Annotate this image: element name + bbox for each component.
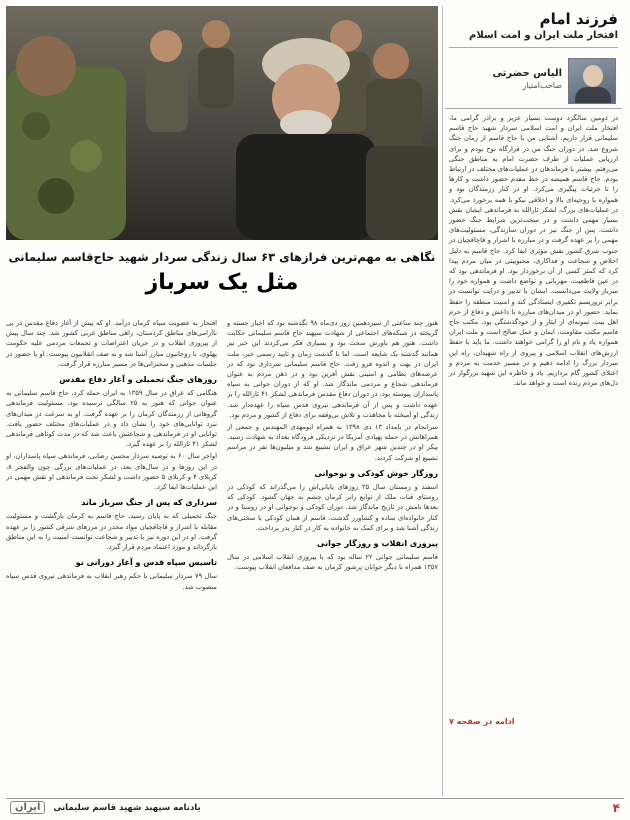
article-paragraph: سرانجام در بامداد ۱۳ دی ۱۳۹۸ به همراه ابومهدی المهندس و جمعی از همراهانش در حمله پهپادی آمریکا در نزدیکی فرودگاه بغداد به شهادت رسید. پیکر او در چندین شهر عراق و ایران تشییع شد و میلیون‌ها نفر در مراسم تشییع او شرکت کردند. (227, 423, 438, 462)
article-paragraph: سال ۷۹ سردار سلیمانی با حکم رهبر انقلاب به فرماندهی نیروی قدس سپاه منصوب شد. (6, 572, 217, 591)
author-box (445, 48, 622, 109)
soldiers-group-photo (6, 6, 438, 240)
footer-title: یادنامه سپهبد شهید قاسم سلیمانی (53, 802, 201, 813)
article-paragraph: هنوز چند ساعتی از سیزدهمین روز دی‌ماه ۹۸ نگذشته بود که اخبار جسته و گریخته در شبکه‌های اجتماعی از شهادت سپهبد حاج قاسم سلیمانی حکایت داشت. هنوز هم باورش سخت بود و بسیاری فکر می‌کردند این خبر نیز همانند گذشته یک شایعه است. اما با گذشت زمان و تایید رسمی خبر، ملت ایران در بهت و اندوه فرو رفت. حاج قاسم سلیمانی سرداری بود که در عرصه‌های نظامی و امنیتی نقش آفرین بود و در ذهن مردم به عنوان فرماندهی شجاع و مردمی ماندگار شد. او که از دوران جوانی به سپاه پاسداران پیوسته بود، در دوران دفاع مقدس فرماندهی لشکر ۴۱ ثارالله را بر عهده داشت و پس از آن فرماندهی نیروی قدس سپاه را عهده‌دار شد. زندگی او آمیخته با مجاهدت و تلاش بی‌وقفه برای دفاع از کشور و مردم بود. (227, 319, 438, 419)
article-paragraph: قاسم سلیمانی جوانی ۲۲ ساله بود که با پیروزی انقلاب اسلامی در سال ۱۳۵۷ همراه با دیگر جوانان پرشور کرمان به صف مدافعان انقلاب پیوست. (227, 553, 438, 572)
article-columns (6, 318, 438, 788)
article-paragraph: هنگامی که عراق در سال ۱۳۵۹ به ایران حمله کرد، حاج قاسم سلیمانی به عنوان جوانی که هنوز به ۲۵ سالگی نرسیده بود، مسئولیت فرماندهی گروهانی از رزمندگان کرمان را بر عهده گرفت. او به سرعت در میدان‌های نبرد توانایی‌های خود را نشان داد و در عملیات‌های مختلف حضور یافت. توانایی او در فرماندهی و شجاعتش باعث شد که در مدت کوتاهی فرماندهی لشکر ۴۱ ثارالله را بر عهده گیرد. (6, 389, 217, 449)
author-name: الیاس حضرتی (492, 68, 562, 79)
page-footer (6, 798, 624, 816)
article-paragraph: اواخر سال ۶۰ به توصیه سردار محسن رضایی، فرماندهی سپاه پاسداران، او در این روزها و در سال‌های بعد، در عملیات‌های بزرگی چون والفجر ۸، کربلای ۴ و کربلای ۵ حضور داشت و لشکر تحت فرماندهی او نقش مهمی در این عملیات‌ها ایفا کرد. (6, 452, 217, 492)
article-paragraph: افتخار به عضویت سپاه کرمان درآمد. او که پیش از آغاز دفاع مقدس در پی ناآرامی‌های مناطق کردستان، راهی مناطق غربی کشور شد. چند سال پیش از پیروزی انقلاب و در جریان اعتراضات و تجمعات مردمی علیه حکومت پهلوی، با روحانیون مبارز آشنا شد و به صف انقلابیون پیوست. او با حضور در جلسات مذهبی و سخنرانی‌ها در مسیر مبارزه قرار گرفت. (6, 319, 217, 368)
author-role: صاحب‌امتیاز (522, 81, 562, 90)
continued-note: ادامه در صفحه ۷ (449, 717, 515, 726)
article-paragraph: اسفند و زمستان سال ۳۵ روزهای پایانی‌اش را می‌گذراند که کودکی در روستای قنات ملک از توابع رابر کرمان چشم به جهان گشود. کودکی که بعدها نامش در تاریخ ماندگار شد. دوران کودکی و نوجوانی او در روستا و در کنار خانواده‌ای ساده و کشاورز گذشت. قاسم از همان کودکی با سختی‌های زندگی آشنا شد و برای کمک به خانواده به کار در کنار پدر پرداخت. (227, 483, 438, 532)
section-heading: سرداری که پس از جنگ سرباز ماند (81, 498, 217, 508)
section-heading: روزهای جنگ تحمیلی و آغاز دفاع مقدس (59, 375, 217, 385)
editorial-header (443, 6, 624, 48)
article-column-1 (227, 318, 438, 788)
author-photo (568, 58, 616, 104)
article-paragraph: جنگ تحمیلی که به پایان رسید، حاج قاسم به کرمان بازگشت و مسئولیت مقابله با اشرار و قاچاقچیان مواد مخدر در مرزهای شرقی کشور را بر عهده گرفت. او در این دوره نیز با تدبیر و شجاعت توانست امنیت را به این مناطق بازگرداند و مورد اعتماد مردم قرار گیرد. (6, 512, 217, 552)
article-column-2 (6, 318, 217, 788)
headline-title: مثل یک سرباز (145, 270, 299, 295)
editorial-subtitle: افتخار ملت ایران و امت اسلام (449, 30, 618, 48)
editorial-title: فرزند امام (539, 10, 618, 28)
section-heading: روزگار خوش کودکی و نوجوانی (314, 468, 438, 478)
editorial-sidebar (442, 6, 624, 796)
editorial-body: در دومین سالگرد دوست بسیار عزیز و برادر گرامی ما، افتخار ملت ایران و امت اسلامی سردار شهید حاج قاسم سلیمانی قرار داریم. آشنایی من با حاج قاسم از زمان جنگ شروع شد. در دوران جنگ من در قرارگاه نوح بودم و برای ارزیابی عملیات از طرف حضرت امام به مناطق جنگی می‌رفتم. بیشتر با فرماندهان در عملیات‌های مختلف در ارتباط بودم. حاج قاسم همیشه در خط مقدم حضور داشت و کارها را تا جزئیات پیگیری می‌کرد. او در کنار رزمندگان بود و همواره با روحیه‌ای بالا و اخلاقی نیکو با همه برخورد می‌کرد. در عملیات‌های بزرگ، لشکر ثارالله به فرماندهی ایشان نقش بسیار مهمی داشت و در سخت‌ترین شرایط جنگ حضور داشت. پس از جنگ نیز در دوران سازندگی، مسئولیت‌های مهمی را بر عهده گرفت و در مبارزه با اشرار و قاچاقچیان در جنوب شرق کشور نقش مؤثری ایفا کرد. حاج قاسم به دلیل اخلاص و شجاعت و فداکاری، محبوبیتی در میان مردم پیدا کرد که کمتر کسی از آن برخوردار بود. او فرماندهی بود که در عین قاطعیت، مهربانی و تواضع داشت و همواره خود را سرباز ولایت می‌دانست. ایشان با تدبیر و درایت توانست در برابر تروریسم تکفیری ایستادگی کند و امنیت منطقه را حفظ نماید. حضور او در میدان‌های مبارزه با داعش و دفاع از حرم اهل بیت، نمونه‌ای از ایثار و از خودگذشتگی بود. مکتب حاج قاسم مکتب مقاومت، ایمان و عمل صالح است و ملت ایران همواره یاد و نام او را گرامی خواهند داشت. ما باید با حفظ ارزش‌های انقلاب اسلامی و پیروی از راه شهیدان، راه این سردار بزرگ را ادامه دهیم و در مسیر خدمت به مردم و اعتلای کشور گام برداریم. یاد و خاطره این شهید بزرگوار در دل‌های مردم زنده است و خواهد ماند. (449, 114, 618, 388)
page-number: ۴ (612, 800, 620, 815)
article-headline (6, 244, 438, 314)
section-heading: تاسیس سپاه قدس و آغاز دورانی نو (75, 558, 217, 568)
section-heading: پیروزی انقلاب و روزگار جوانی (317, 539, 438, 549)
headline-subtitle: نگاهی به مهم‌ترین فرازهای ۶۳ سال زندگی سردار شهید حاج‌قاسم سلیمانی (8, 250, 436, 264)
main-photo (6, 6, 438, 240)
newspaper-logo: ایران (10, 801, 45, 814)
